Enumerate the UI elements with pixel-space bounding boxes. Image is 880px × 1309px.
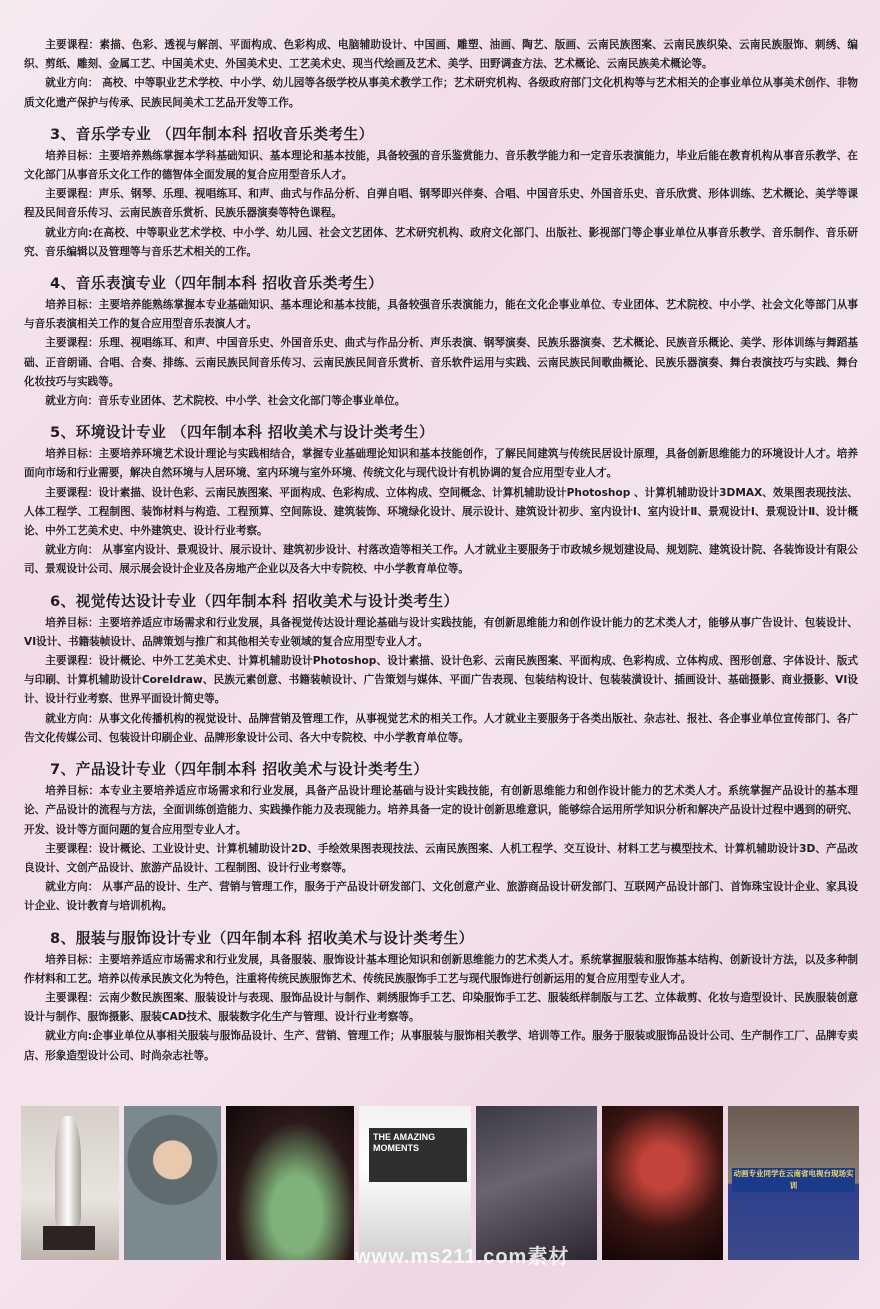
section-paragraph: 培养目标：主要培养适应市场需求和行业发展，具备视觉传达设计理论基础与设计实践技能，有创新思维能力和创作设计能力的艺术类人才，能够从事广告设计、包装设计、VI设计、书籍装帧设计、品牌策划与推广和其他相关专业领域的复合应用型专业人才。 xyxy=(24,616,858,648)
tv-training-banner: 动画专业同学在云南省电视台现场实训 xyxy=(733,1169,854,1190)
section-4 xyxy=(24,272,858,411)
section-paragraph: 培养目标：主要培养熟练掌握本学科基础知识、基本理论和基本技能，具备较强的音乐鉴赏能力、音乐教学能力和一定音乐表演能力，毕业后能在教育机构从事音乐教学、在文化部门从事音乐文化工作的德智体全面发展的复合应用型音乐人才。 xyxy=(24,149,858,182)
section-paragraph: 主要课程：声乐、钢琴、乐理、视唱练耳、和声、曲式与作品分析、自弹自唱、钢琴即兴伴奏、合唱、中国音乐史、外国音乐史、音乐欣赏、形体训练、艺术概论、美学等课程及民间音乐传习、云南民族音乐赏析、民族乐器演奏等特色课程。 xyxy=(24,188,858,220)
section-paragraph: 主要课程：设计概论、工业设计史、计算机辅助设计2D、手绘效果图表现技法、云南民族图案、人机工程学、交互设计、材料工艺与模型技术、计算机辅助设计3D、产品改良设计、文创产品设计、旅游产品设计、工程制图、设计行业考察等。 xyxy=(24,842,858,874)
section-3 xyxy=(24,123,858,262)
trophy-icon xyxy=(55,1116,81,1226)
metal-craft-photo xyxy=(728,1106,859,1260)
section-paragraph: 就业方向：从事文化传播机构的视觉设计、品牌营销及管理工作，从事视觉艺术的相关工作。人才就业主要服务于各类出版社、杂志社、报社、各企事业单位宣传部门、各广告文化传媒公司、包装设计印刷企业、品牌形象设计公司、各大中专院校、中小学教育单位等。 xyxy=(24,712,858,744)
watermark-text: www.ms211.com素材 xyxy=(355,1246,570,1268)
section-title: 5、环境设计专业 （四年制本科 招收美术与设计类考生） xyxy=(50,424,435,442)
section-paragraph: 就业方向：音乐专业团体、艺术院校、中小学、社会文化部门等企事业单位。 xyxy=(45,395,406,408)
sculpture-book-photo xyxy=(359,1106,471,1260)
section-paragraph: 就业方向:企事业单位从事相关服装与服饰品设计、生产、营销、管理工作；从事服装与服饰相关教学、培训等工作。服务于服装或服饰品设计公司、生产制作工厂、品牌专卖店、形象造型设计公司、时尚杂志社等。 xyxy=(24,1030,858,1062)
section-paragraph: 培养目标：主要培养能熟练掌握本专业基础知识、基本理论和基本技能，具备较强音乐表演能力，能在文化企事业单位、专业团体、艺术院校、中小学、社会文化等部门从事与音乐表演相关工作的复合应用型音乐表演人才。 xyxy=(24,299,858,331)
section-paragraph: 主要课程：云南少数民族图案、服装设计与表现、服饰品设计与制作、刺绣服饰手工艺、印染服饰手工艺、服装纸样制版与工艺、立体裁剪、化妆与造型设计、民族服装创意设计与制作、服饰摄影、服装CAD技术、服装数字化生产与管理、设计行业考察等。 xyxy=(24,991,858,1024)
intro-career: 就业方向： 高校、中等职业艺术学校、中小学、幼儿园等各级学校从事美术教学工作；艺术研究机构、各级政府部门文化机构等与艺术相关的企事业单位从事美术创作、非物质文化遗产保护与传承、民族民间美术工艺品开发等工作。 xyxy=(24,77,858,109)
section-8 xyxy=(24,927,858,1066)
fashion-show-photo xyxy=(476,1106,597,1260)
section-paragraph: 培养目标：本专业主要培养适应市场需求和行业发展，具备产品设计理论基础与设计实践技能，有创新思维能力和创作设计能力的艺术类人才。系统掌握产品设计的基本理论、产品设计的流程与方法，全面训练创造能力、实践操作能力及表现能力。培养具备一定的设计创新思维意识，能够综合运用所学知识分析和解决产品设计过程中遇到的研究、开发、设计等方面问题的复合应用型专业人才。 xyxy=(24,785,858,836)
section-title: 6、视觉传达设计专业（四年制本科 招收美术与设计类考生） xyxy=(50,592,459,610)
section-paragraph: 主要课程：设计素描、设计色彩、云南民族图案、平面构成、色彩构成、立体构成、空间概念、计算机辅助设计Photoshop 、计算机辅助设计3DMAX、效果图表现技法、人体工程学、工程制图、装饰材料与构造、工程预算、空间陈设、建筑装饰、环境绿化设计、展示设计、建筑设计初步、室内设计Ⅰ、室内设计Ⅱ、景观设计Ⅰ、景观设计Ⅱ、设计概论、中外工艺美术史、中外建筑史、设计行业考察。 xyxy=(24,486,858,538)
section-6 xyxy=(24,590,858,748)
section-7 xyxy=(24,758,858,916)
section-paragraph: 主要课程：设计概论、中外工艺美术史、计算机辅助设计Photoshop、设计素描、设计色彩、云南民族图案、平面构成、色彩构成、立体构成、图形创意、字体设计、版式与印刷、计算机辅助设计Coreldraw、民族元素创意、书籍装帧设计、广告策划与媒体、平面广告表现、包装结构设计、包装装潢设计、插画设计、基础摄影、商业摄影、VI设计、设计行业考察、世界平面设计简史等。 xyxy=(24,655,858,706)
section-paragraph: 主要课程：乐理、视唱练耳、和声、中国音乐史、外国音乐史、曲式与作品分析、声乐表演、钢琴演奏、民族乐器演奏、艺术概论、民族音乐概论、美学、形体训练与舞蹈基础、正音朗诵、合唱、合奏、排练、云南民族民间音乐传习、云南民族民间音乐赏析、音乐软件运用与实践、云南民族民间歌曲概论、民族乐器演奏、舞台表演技巧与实践、舞台化妆技巧与实践等。 xyxy=(24,337,858,388)
section-title: 7、产品设计专业（四年制本科 招收美术与设计类考生） xyxy=(50,761,429,779)
section-paragraph: 培养目标：主要培养环境艺术设计理论与实践相结合，掌握专业基础理论知识和基本技能创作，了解民间建筑与传统民居设计原理，具备创新思维能力的环境设计人才。培养面向市场和行业需要，解决自然环境与人居环境、室内环境与室外环境、传统文化与现代设计有机协调的复合应用型专业人才。 xyxy=(24,448,858,480)
book-cover-title: THE AMAZING MOMENTS xyxy=(369,1128,467,1182)
section-paragraph: 就业方向:在高校、中等职业艺术学校、中小学、幼儿园、社会文艺团体、艺术研究机构、政府文化部门、出版社、影视部门等企事业单位从事音乐教学、音乐制作、音乐研究、音乐编辑以及管理等与音乐艺术相关的工作。 xyxy=(24,226,858,258)
section-5 xyxy=(24,421,858,579)
section-title: 3、音乐学专业 （四年制本科 招收音乐类考生） xyxy=(50,125,374,143)
section-paragraph: 就业方向： 从事产品的设计、生产、营销与管理工作，服务于产品设计研发部门、文化创意产业、旅游商品设计研发部门、互联网产品设计部门、首饰珠宝设计企业、家具设计企业、设计教育与培训机构。 xyxy=(24,881,858,913)
section-paragraph: 就业方向： 从事室内设计、景观设计、展示设计、建筑初步设计、村落改造等相关工作。人才就业主要服务于市政城乡规划建设局、规划院、建筑设计院、各装饰设计有限公司、景观设计公司、展示展会设计企业及各房地产企业以及各大中专院校、中小学教育单位等。 xyxy=(24,544,858,576)
section-paragraph: 培养目标：主要培养适应市场需求和行业发展，具备服装、服饰设计基本理论知识和创新思维能力的艺术类人才。系统掌握服装和服饰基本结构、创新设计方法，以及多种制作材料和工艺。培养以传承民族文化为特色，注重将传统民族服饰艺术、传统民族服饰手工艺与现代服饰进行创新运用的复合应用型专业人才。 xyxy=(24,953,858,985)
oil-painting-photo xyxy=(124,1106,221,1260)
trophy-base xyxy=(43,1226,95,1250)
photo-strip xyxy=(21,1106,859,1260)
intro-courses: 主要课程：素描、色彩、透视与解剖、平面构成、色彩构成、电脑辅助设计、中国画、雕塑、油画、陶艺、版画、云南民族图案、云南民族织染、云南民族服饰、刺绣、编织、剪纸、雕刻、金属工艺、中国美术史、外国美术史、工艺美术史、现当代绘画及艺术、美学、田野调查方法、艺术概论、云南民族美术概论等。 xyxy=(24,39,858,71)
section-title: 8、服装与服饰设计专业（四年制本科 招收美术与设计类考生） xyxy=(50,929,474,947)
ethnic-performer-photo xyxy=(602,1106,723,1260)
document-body xyxy=(24,36,858,1066)
trophy-photo xyxy=(21,1106,119,1260)
section-title: 4、音乐表演专业（四年制本科 招收音乐类考生） xyxy=(50,275,384,293)
stage-performance-photo xyxy=(226,1106,354,1260)
